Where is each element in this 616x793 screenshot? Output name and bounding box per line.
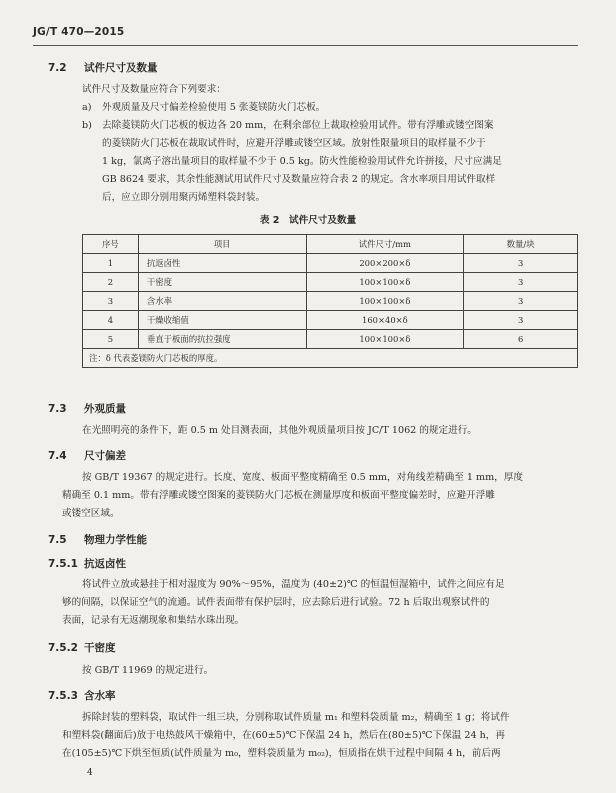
section-7-5-3-line: 和塑料袋(翻面后)放于电热鼓风干燥箱中，在(60±5)℃下保温 24 h，然后在(80±5)℃下保温 24 h，再	[62, 730, 505, 741]
section-heading-7-5-2: 7.5.2 干密度	[48, 642, 116, 654]
section-7-4-line: 精确至 0.1 mm。带有浮雕或镂空图案的菱镁防火门芯板在测量厚度和板面平整度偏差时，应避开浮雕	[62, 490, 495, 501]
section-7-5-2-text: 按 GB/T 11969 的规定进行。	[82, 665, 214, 676]
cell-no: 1	[83, 254, 139, 273]
cell-qty: 3	[464, 273, 578, 292]
section-7-4-line: 或镂空区域。	[62, 508, 120, 519]
section-heading-7-5: 7.5 物理力学性能	[48, 534, 147, 546]
list-item-a: a) 外观质量及尺寸偏差检验使用 5 张菱镁防火门芯板。	[82, 102, 326, 113]
col-header-qty: 数量/块	[464, 235, 578, 254]
section-7-5-3-line: 在(105±5)℃下烘至恒质(试件质量为 m₀，塑料袋质量为 m₀₂)，恒质指在烘干过程中间隔 4 h，前后两	[62, 748, 501, 759]
list-item-b-line: GB 8624 要求，其余性能测试用试件尺寸及数量应符合表 2 的规定。含水率项目用试件取样	[102, 174, 496, 185]
table-row	[83, 254, 578, 273]
section-heading-7-2: 7.2 试件尺寸及数量	[48, 62, 158, 74]
cell-item: 干密度	[138, 273, 306, 292]
table-row	[83, 292, 578, 311]
cell-size: 200×200×δ	[306, 254, 464, 273]
section-heading-7-5-1: 7.5.1 抗返卤性	[48, 558, 126, 570]
cell-item: 干燥收缩值	[138, 311, 306, 330]
cell-size: 160×40×δ	[306, 311, 464, 330]
cell-size: 100×100×δ	[306, 330, 464, 349]
cell-item: 垂直于板面的抗拉强度	[138, 330, 306, 349]
cell-no: 5	[83, 330, 139, 349]
page-number: 4	[87, 768, 93, 778]
header-rule	[33, 45, 578, 46]
table-note: 注：δ 代表菱镁防火门芯板的厚度。	[83, 349, 578, 368]
col-header-size: 试件尺寸/mm	[306, 235, 464, 254]
list-item-b-line: 的菱镁防火门芯板在裁取试件时，应避开浮雕或镂空区域。放射性限量项目的取样量不少于	[102, 138, 486, 149]
cell-item: 抗返卤性	[138, 254, 306, 273]
table-note-row	[83, 349, 578, 368]
section-7-5-1-line: 够的间隔，以保证空气的流通。试件表面带有保护层时，应去除后进行试验。72 h 后取出观察试件的	[62, 597, 490, 608]
table-caption: 表 2 试件尺寸及数量	[259, 215, 357, 226]
cell-size: 100×100×δ	[306, 292, 464, 311]
cell-no: 2	[83, 273, 139, 292]
table-row	[83, 311, 578, 330]
cell-qty: 3	[464, 311, 578, 330]
cell-no: 3	[83, 292, 139, 311]
table-row	[83, 330, 578, 349]
table-row	[83, 273, 578, 292]
table-header-row	[83, 235, 578, 254]
section-7-4-line: 按 GB/T 19367 的规定进行。长度、宽度、板面平整度精确至 0.5 mm，对角线差精确至 1 mm，厚度	[82, 472, 523, 483]
cell-no: 4	[83, 311, 139, 330]
cell-qty: 3	[464, 254, 578, 273]
section-heading-7-3: 7.3 外观质量	[48, 403, 126, 415]
list-item-b-line: 1 kg，氯离子溶出量项目的取样量不少于 0.5 kg。防火性能检验用试件允许拼接，尺寸应满足	[102, 156, 502, 167]
cell-size: 100×100×δ	[306, 273, 464, 292]
section-7-3-text: 在光照明亮的条件下，距 0.5 m 处目测表面，其他外观质量项目按 JC/T 1062 的规定进行。	[82, 425, 477, 436]
section-7-2-intro: 试件尺寸及数量应符合下列要求：	[82, 84, 226, 95]
list-item-b: b) 去除菱镁防火门芯板的板边各 20 mm，在剩余部位上裁取检验用试件。带有浮雕或镂空图案	[82, 120, 494, 131]
section-7-5-1-line: 将试件立放或悬挂于相对湿度为 90%～95%，温度为 (40±2)℃ 的恒温恒湿箱中，试件之间应有足	[82, 579, 505, 590]
specimen-table	[82, 234, 578, 368]
section-heading-7-4: 7.4 尺寸偏差	[48, 450, 126, 462]
cell-qty: 3	[464, 292, 578, 311]
col-header-item: 项目	[138, 235, 306, 254]
cell-qty: 6	[464, 330, 578, 349]
col-header-no: 序号	[83, 235, 139, 254]
list-item-b-line: 后，应立即分别用聚丙烯塑料袋封装。	[102, 192, 266, 203]
section-7-5-3-line: 拆除封装的塑料袋，取试件一组三块，分别称取试件质量 m₁ 和塑料袋质量 m₂，精确至 1 g；将试件	[82, 712, 510, 723]
cell-item: 含水率	[138, 292, 306, 311]
standard-code: JG/T 470—2015	[33, 26, 125, 38]
section-7-5-1-line: 表面，记录有无返潮现象和集结水珠出现。	[62, 615, 245, 626]
section-heading-7-5-3: 7.5.3 含水率	[48, 690, 116, 702]
